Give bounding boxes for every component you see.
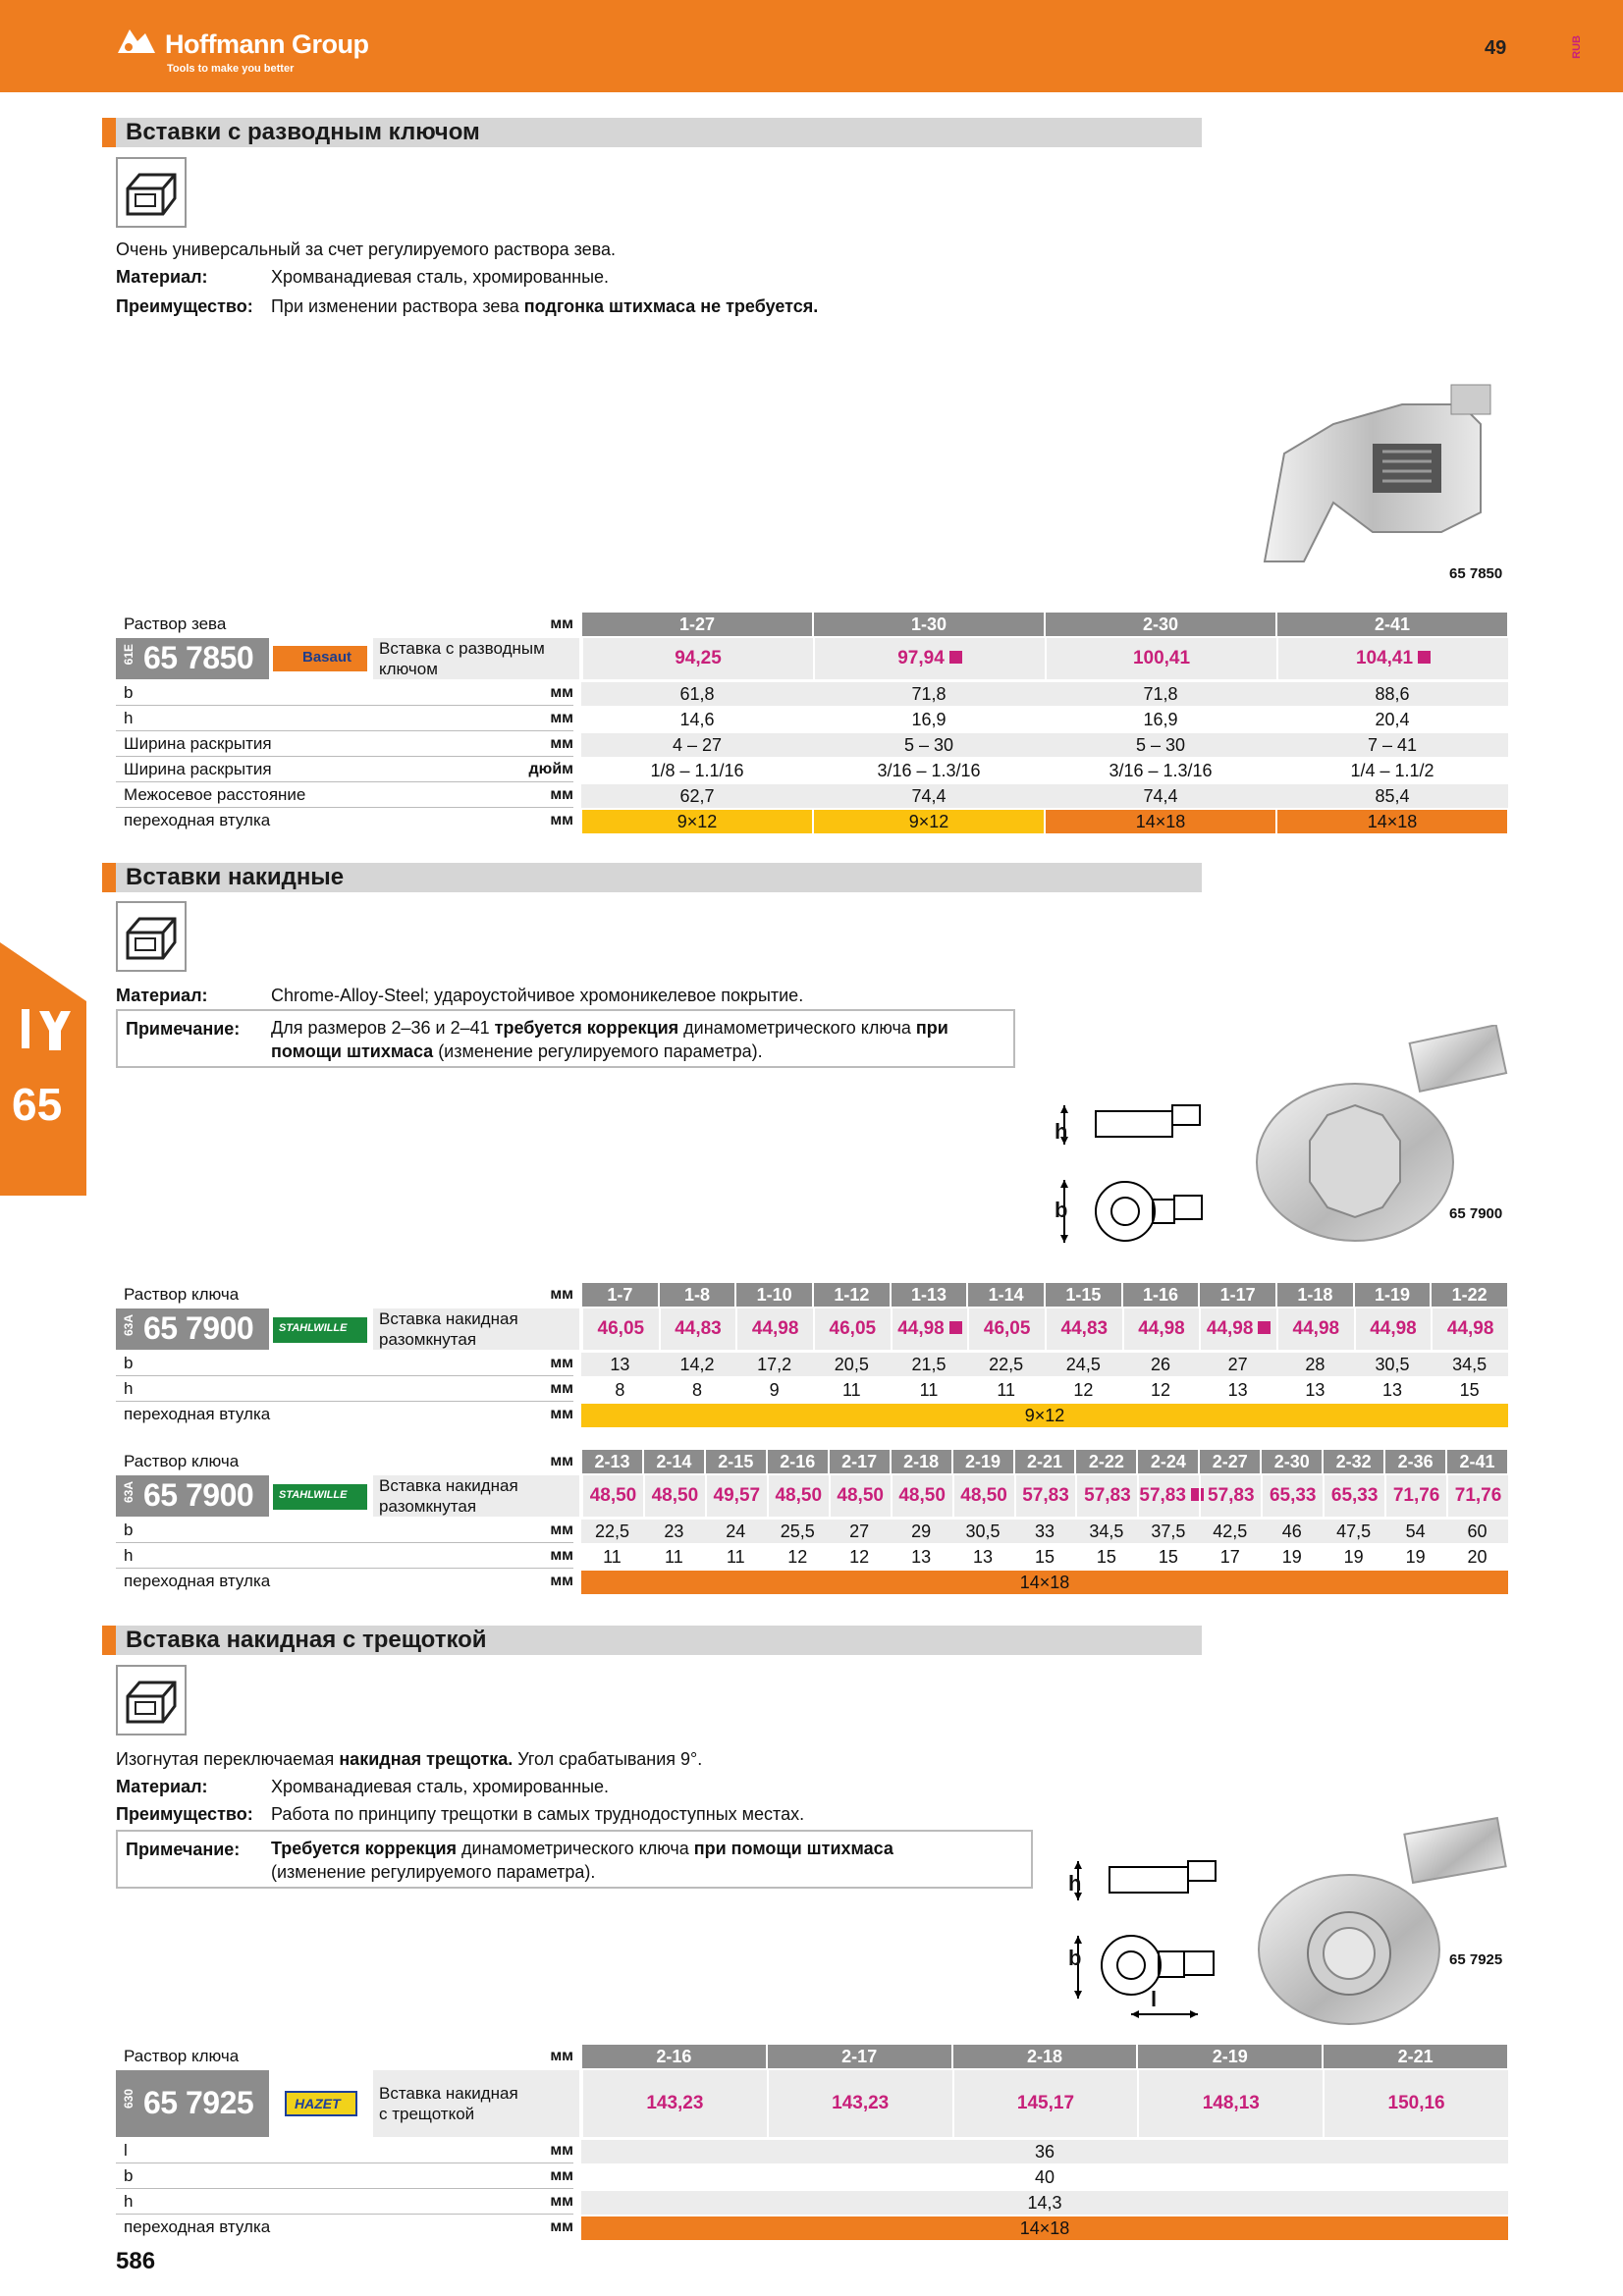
t3-bushing-unit: мм — [550, 2218, 573, 2235]
t3-head-unit: мм — [550, 2048, 573, 2064]
t2a-head-unit: мм — [550, 1286, 573, 1303]
t3-cell: 40 — [1034, 2167, 1055, 2187]
t2b-row-label: h — [124, 1546, 134, 1565]
t2b-cell: 11 — [665, 1547, 683, 1567]
page-header — [0, 0, 1623, 92]
t2a-cell: 20,5 — [834, 1355, 869, 1374]
section1-material-label: Материал: — [116, 267, 208, 287]
t3-row-unit: мм — [550, 2193, 573, 2210]
t3-size-header: 2-18 — [953, 2045, 1137, 2068]
t2a-article-prefix: 63A — [122, 1314, 135, 1337]
t2b-cell: 15 — [1158, 1547, 1178, 1567]
t2a-size-header: 1-18 — [1277, 1283, 1353, 1307]
dim-l-label: l — [1151, 1987, 1158, 2011]
t2b-row-rule — [116, 1568, 573, 1569]
hazet-logo: HAZET — [285, 2091, 357, 2116]
t1-cell: 16,9 — [911, 710, 947, 729]
t3-price: 150,16 — [1323, 2070, 1508, 2137]
chapter-tab — [0, 942, 86, 1196]
t1-cell: 5 – 30 — [903, 735, 954, 755]
t1-row-label: h — [124, 709, 134, 727]
t2b-cell: 27 — [849, 1522, 870, 1541]
t1-cell: 5 – 30 — [1135, 735, 1186, 755]
t1-price: 100,41 — [1045, 638, 1276, 679]
t1-row-label: b — [124, 683, 134, 702]
t2b-cell: 15 — [1034, 1547, 1055, 1567]
section-title-ratchet: Вставка накидная с трещоткой — [102, 1626, 1202, 1655]
t1-bushing-unit: мм — [550, 812, 573, 828]
t2b-cell: 20 — [1467, 1547, 1488, 1567]
t2b-cell: 24 — [726, 1522, 746, 1541]
t2a-cell: 14,2 — [679, 1355, 715, 1374]
t1-row-unit: дюйм — [528, 761, 573, 777]
stahlwille-logo: STAHLWILLE — [273, 1317, 367, 1343]
t2a-price: 44,98 — [1354, 1308, 1432, 1350]
t3-cell: 36 — [1034, 2142, 1055, 2162]
t1-cell: 3/16 – 1.3/16 — [877, 761, 981, 780]
t1-row-unit: мм — [550, 735, 573, 752]
t2b-head-label: Раствор ключа — [124, 1452, 240, 1470]
t1-row-label: Межосевое расстояние — [124, 785, 306, 804]
section1-advantage-label: Преимущество: — [116, 296, 253, 316]
t1-row-unit: мм — [550, 684, 573, 701]
new-item-marker-icon — [1418, 651, 1431, 664]
t2a-cell: 11 — [919, 1380, 939, 1400]
t2b-cell: 60 — [1467, 1522, 1488, 1541]
basaut-logo: Basaut — [273, 646, 367, 671]
t3-row-label: l — [124, 2141, 128, 2160]
t2b-size-header: 2-16 — [768, 1450, 828, 1473]
section3-advantage-label: Преимущество: — [116, 1804, 253, 1824]
t2b-row-label: b — [124, 1521, 134, 1539]
t2b-size-header: 2-15 — [706, 1450, 766, 1473]
t1-cell: 71,8 — [911, 684, 947, 704]
t2b-price: 48,50 — [952, 1475, 1014, 1517]
t2a-cell: 13 — [1227, 1380, 1248, 1400]
t2b-size-header: 2-18 — [892, 1450, 951, 1473]
t1-cell: 74,4 — [1143, 786, 1178, 806]
section3-intro: Изогнутая переключаемая накидная трещотка. Угол срабатывания 9°. — [116, 1749, 703, 1769]
t2b-price: 48,50 — [829, 1475, 891, 1517]
t2b-cell: 42,5 — [1213, 1522, 1248, 1541]
t2a-price: 44,98 — [735, 1308, 813, 1350]
t1-row-rule — [116, 781, 573, 782]
t1-bushing-label: переходная втулка — [124, 811, 271, 829]
t2a-cell: 9 — [769, 1380, 780, 1400]
t3-article-number: 65 7925 — [143, 2085, 254, 2120]
t3-price: 145,17 — [952, 2070, 1138, 2137]
brand-name: Hoffmann Group — [165, 29, 369, 59]
t1-head-label: Раствор зева — [124, 614, 227, 633]
section2-note-label: Примечание: — [126, 1019, 241, 1039]
t3-row-label: h — [124, 2192, 134, 2211]
t2b-price: 57,83 — [1199, 1475, 1261, 1517]
t3-article-prefix: 630 — [122, 2089, 135, 2109]
square-drive-icon — [116, 1665, 187, 1735]
t2a-size-header: 1-17 — [1200, 1283, 1275, 1307]
t1-cell: 1/8 – 1.1/16 — [650, 761, 744, 780]
t2b-article-prefix: 63A — [122, 1481, 135, 1504]
t2b-size-header: 2-41 — [1447, 1450, 1507, 1473]
t2b-size-header: 2-22 — [1076, 1450, 1136, 1473]
t2a-price: 44,83 — [1045, 1308, 1122, 1350]
t2b-price: 57,83 — [1075, 1475, 1137, 1517]
t2a-size-header: 1-7 — [582, 1283, 658, 1307]
dim-b-label: b — [1055, 1198, 1068, 1222]
t2b-size-header: 2-13 — [582, 1450, 642, 1473]
t3-price: 148,13 — [1137, 2070, 1323, 2137]
t1-desc: Вставка с разводным ключом — [379, 639, 545, 678]
t2b-price: 48,50 — [767, 1475, 829, 1517]
section3-material-text: Хромванадиевая сталь, хромированные. — [271, 1777, 610, 1796]
square-drive-icon — [116, 901, 187, 972]
t1-cell: 14,6 — [679, 710, 715, 729]
page-number-bottom: 586 — [116, 2248, 156, 2274]
t1-cell: 16,9 — [1143, 710, 1178, 729]
t1-cell: 7 – 41 — [1367, 735, 1418, 755]
t1-row-rule — [116, 730, 573, 731]
t3-row-label: b — [124, 2166, 134, 2185]
t2b-bushing-label: переходная втулка — [124, 1572, 271, 1590]
t2a-size-header: 1-16 — [1123, 1283, 1199, 1307]
t1-bushing-cell: 9×12 — [814, 810, 1044, 833]
t3-head-label: Раствор ключа — [124, 2047, 240, 2065]
section3-image-caption: 65 7925 — [1449, 1951, 1503, 1968]
section3-note-line1: Требуется коррекция динамометрического ключа при помощи штихмаса — [271, 1839, 893, 1858]
t2a-row-label: b — [124, 1354, 134, 1372]
section2-image-caption: 65 7900 — [1449, 1205, 1503, 1222]
section3-note-line2: (изменение регулируемого параметра). — [271, 1862, 596, 1882]
section2-material-text: Chrome-Alloy-Steel; удароустойчивое хромоникелевое покрытие. — [271, 986, 804, 1005]
t2b-size-header: 2-14 — [644, 1450, 704, 1473]
t1-bushing-cell: 14×18 — [1046, 810, 1275, 833]
t1-head-unit: мм — [550, 615, 573, 632]
t2a-cell: 8 — [691, 1380, 702, 1400]
t1-cell: 20,4 — [1375, 710, 1410, 729]
t2a-cell: 26 — [1150, 1355, 1170, 1374]
t2b-price: 49,57 — [705, 1475, 767, 1517]
t1-row-unit: мм — [550, 710, 573, 726]
t2a-row-unit: мм — [550, 1355, 573, 1371]
t2b-size-header: 2-21 — [1015, 1450, 1075, 1473]
t2a-row-label: h — [124, 1379, 134, 1398]
t2b-head-unit: мм — [550, 1453, 573, 1469]
t2b-price: 71,76 — [1384, 1475, 1446, 1517]
t2a-price: 44,98 — [1276, 1308, 1354, 1350]
t2b-cell: 19 — [1405, 1547, 1426, 1567]
t3-desc: Вставка накидная с трещоткой — [379, 2084, 518, 2123]
t2b-price: 57,83 — [1014, 1475, 1076, 1517]
t2a-cell: 21,5 — [911, 1355, 947, 1374]
section3-advantage-text: Работа по принципу трещотки в самых труднодоступных местах. — [271, 1804, 805, 1824]
t2a-price: 44,83 — [659, 1308, 736, 1350]
t1-cell: 4 – 27 — [672, 735, 723, 755]
ratchet-dimension-diagram — [1060, 1842, 1237, 2022]
t3-row-unit: мм — [550, 2142, 573, 2159]
t2a-desc: Вставка накидная разомкнутая — [379, 1309, 518, 1349]
t2a-cell: 13 — [610, 1355, 630, 1374]
t2a-price: 46,05 — [581, 1308, 659, 1350]
t3-cell: 14,3 — [1027, 2193, 1062, 2213]
ratchet-insert-image — [1251, 1816, 1516, 2032]
t2a-cell: 30,5 — [1375, 1355, 1410, 1374]
t3-price: 143,23 — [581, 2070, 767, 2137]
t2b-cell: 19 — [1281, 1547, 1302, 1567]
t1-cell: 88,6 — [1375, 684, 1410, 704]
t2b-cell: 11 — [726, 1547, 745, 1567]
t2b-cell: 11 — [603, 1547, 622, 1567]
section3-material-label: Материал: — [116, 1777, 208, 1796]
currency-label: RUB — [1571, 35, 1583, 59]
t2a-cell: 8 — [615, 1380, 625, 1400]
section1-material-text: Хромванадиевая сталь, хромированные. — [271, 267, 610, 287]
t2b-size-header: 2-36 — [1385, 1450, 1445, 1473]
t2a-row-unit: мм — [550, 1380, 573, 1397]
t3-size-header: 2-19 — [1138, 2045, 1322, 2068]
dim-h-label: h — [1055, 1119, 1068, 1144]
t2a-price: 44,98 — [1122, 1308, 1200, 1350]
t2b-price: 48,50 — [643, 1475, 705, 1517]
t1-cell: 71,8 — [1143, 684, 1178, 704]
t1-size-header: 1-27 — [582, 613, 812, 636]
t2a-cell: 11 — [841, 1380, 861, 1400]
t2a-price: 46,05 — [967, 1308, 1045, 1350]
t3-row-rule — [116, 2188, 573, 2189]
t2a-size-header: 1-10 — [736, 1283, 812, 1307]
t3-bushing-cell: 14×18 — [581, 2216, 1508, 2240]
t1-price: 94,25 — [581, 638, 813, 679]
t2a-bushing-cell: 9×12 — [581, 1404, 1508, 1427]
t2b-price: 71,76 — [1446, 1475, 1508, 1517]
t2b-size-header: 2-30 — [1262, 1450, 1322, 1473]
section-title-ring: Вставки накидные — [102, 863, 1202, 892]
t2b-cell: 12 — [787, 1547, 808, 1567]
brand-tagline: Tools to make you better — [167, 63, 295, 75]
t2b-cell: 17 — [1219, 1547, 1240, 1567]
t2b-cell: 25,5 — [780, 1522, 815, 1541]
t2b-size-header: 2-32 — [1324, 1450, 1383, 1473]
t1-cell: 74,4 — [911, 786, 947, 806]
ring-dimension-diagram — [1045, 1095, 1221, 1253]
t2a-size-header: 1-19 — [1355, 1283, 1431, 1307]
t2a-price: 44,98 — [891, 1308, 968, 1350]
new-item-marker-icon — [949, 651, 962, 664]
t1-size-header: 1-30 — [814, 613, 1044, 636]
adjustable-wrench-insert-image — [1245, 365, 1510, 571]
t2a-size-header: 1-13 — [892, 1283, 967, 1307]
t2a-size-header: 1-22 — [1432, 1283, 1507, 1307]
new-item-marker-icon — [1258, 1321, 1271, 1334]
t2b-cell: 30,5 — [965, 1522, 1001, 1541]
t1-row-rule — [116, 705, 573, 706]
chapter-number: 65 — [12, 1079, 63, 1130]
t3-size-header: 2-21 — [1324, 2045, 1507, 2068]
t3-row-rule — [116, 2214, 573, 2215]
t2a-head-label: Раствор ключа — [124, 1285, 240, 1304]
new-item-marker-icon — [949, 1321, 962, 1334]
t1-article-number: 65 7850 — [143, 640, 254, 675]
section1-image-caption: 65 7850 — [1449, 565, 1503, 582]
t2a-bushing-label: переходная втулка — [124, 1405, 271, 1423]
t1-cell: 85,4 — [1375, 786, 1410, 806]
t2a-row-rule — [116, 1375, 573, 1376]
t2b-cell: 23 — [664, 1522, 684, 1541]
t2a-cell: 34,5 — [1452, 1355, 1488, 1374]
dim-b-label: b — [1068, 1946, 1082, 1970]
t2a-cell: 12 — [1073, 1380, 1094, 1400]
t2a-cell: 13 — [1305, 1380, 1325, 1400]
section3-note-label: Примечание: — [126, 1840, 241, 1859]
t2a-row-rule — [116, 1401, 573, 1402]
t2a-cell: 17,2 — [757, 1355, 792, 1374]
t2a-size-header: 1-15 — [1046, 1283, 1121, 1307]
hoffmann-logo-icon — [116, 26, 157, 55]
t2b-cell: 12 — [849, 1547, 870, 1567]
t2b-cell: 19 — [1343, 1547, 1364, 1567]
t1-price: 104,41 — [1276, 638, 1508, 679]
t1-row-unit: мм — [550, 786, 573, 803]
t1-size-header: 2-41 — [1277, 613, 1507, 636]
t1-size-header: 2-30 — [1046, 613, 1275, 636]
t2b-cell: 37,5 — [1151, 1522, 1186, 1541]
t2b-row-unit: мм — [550, 1522, 573, 1538]
t2b-size-header: 2-24 — [1138, 1450, 1198, 1473]
square-drive-icon — [116, 157, 187, 228]
t2b-cell: 13 — [911, 1547, 932, 1567]
page-number-top: 49 — [1485, 37, 1507, 59]
t2a-cell: 12 — [1150, 1380, 1170, 1400]
t2b-bushing-cell: 14×18 — [581, 1571, 1508, 1594]
t2b-price: 48,50 — [581, 1475, 643, 1517]
stahlwille-logo: STAHLWILLE — [273, 1484, 367, 1510]
t2b-bushing-unit: мм — [550, 1573, 573, 1589]
t2b-cell: 15 — [1096, 1547, 1116, 1567]
t2a-size-header: 1-12 — [814, 1283, 890, 1307]
t2b-cell: 47,5 — [1336, 1522, 1372, 1541]
t3-size-header: 2-17 — [768, 2045, 951, 2068]
t2b-price: 65,33 — [1261, 1475, 1323, 1517]
t2b-price: 57,83 — [1137, 1475, 1199, 1517]
t1-cell: 1/4 – 1.1/2 — [1350, 761, 1434, 780]
t1-article-prefix: 61E — [122, 644, 135, 666]
section2-material-label: Материал: — [116, 986, 208, 1005]
t2a-article-number: 65 7900 — [143, 1310, 254, 1346]
t2b-price: 65,33 — [1323, 1475, 1384, 1517]
t2b-row-rule — [116, 1542, 573, 1543]
t2a-price: 46,05 — [813, 1308, 891, 1350]
t1-bushing-cell: 14×18 — [1277, 810, 1507, 833]
t2a-cell: 28 — [1305, 1355, 1325, 1374]
section2-note-line2: помощи штихмаса (изменение регулируемого параметра). — [271, 1041, 763, 1061]
section1-intro: Очень универсальный за счет регулируемого раствора зева. — [116, 240, 617, 259]
t2a-price: 44,98 — [1199, 1308, 1276, 1350]
t1-row-rule — [116, 756, 573, 757]
t1-row-label: Ширина раскрытия — [124, 760, 272, 778]
t1-bushing-cell: 9×12 — [582, 810, 812, 833]
t2b-size-header: 2-27 — [1200, 1450, 1260, 1473]
t1-cell: 61,8 — [679, 684, 715, 704]
t2a-cell: 27 — [1227, 1355, 1248, 1374]
t1-row-label: Ширина раскрытия — [124, 734, 272, 753]
t2b-row-unit: мм — [550, 1547, 573, 1564]
t2b-desc: Вставка накидная разомкнутая — [379, 1476, 518, 1516]
t2a-bushing-unit: мм — [550, 1406, 573, 1422]
t3-price: 143,23 — [767, 2070, 952, 2137]
t2b-cell: 46 — [1281, 1522, 1302, 1541]
t1-cell: 3/16 – 1.3/16 — [1109, 761, 1213, 780]
t2b-cell: 34,5 — [1089, 1522, 1124, 1541]
t2b-cell: 22,5 — [594, 1522, 629, 1541]
t2a-cell: 24,5 — [1065, 1355, 1101, 1374]
t2a-cell: 15 — [1459, 1380, 1480, 1400]
t2b-article-number: 65 7900 — [143, 1477, 254, 1513]
t1-cell: 62,7 — [679, 786, 715, 806]
t2a-cell: 11 — [997, 1380, 1015, 1400]
t2a-size-header: 1-8 — [660, 1283, 735, 1307]
t1-price: 97,94 — [813, 638, 1045, 679]
t2a-size-header: 1-14 — [968, 1283, 1044, 1307]
t2a-cell: 22,5 — [989, 1355, 1024, 1374]
t2a-price: 44,98 — [1431, 1308, 1508, 1350]
t2b-cell: 54 — [1405, 1522, 1426, 1541]
section2-note-line1: Для размеров 2–36 и 2–41 требуется коррекция динамометрического ключа при — [271, 1018, 948, 1038]
t1-row-rule — [116, 807, 573, 808]
t2b-cell: 29 — [911, 1522, 932, 1541]
section-title-adjustable: Вставки с разводным ключом — [102, 118, 1202, 147]
t2b-price: 48,50 — [891, 1475, 952, 1517]
t3-size-header: 2-16 — [582, 2045, 766, 2068]
t2a-cell: 13 — [1381, 1380, 1402, 1400]
t3-row-unit: мм — [550, 2167, 573, 2184]
t2b-size-header: 2-19 — [953, 1450, 1013, 1473]
t2b-cell: 13 — [973, 1547, 994, 1567]
dim-h-label: h — [1068, 1871, 1082, 1896]
t2b-size-header: 2-17 — [830, 1450, 890, 1473]
section1-advantage-text: При изменении раствора зева подгонка штихмаса не требуется. — [271, 296, 819, 316]
t3-bushing-label: переходная втулка — [124, 2217, 271, 2236]
t2b-cell: 33 — [1034, 1522, 1055, 1541]
